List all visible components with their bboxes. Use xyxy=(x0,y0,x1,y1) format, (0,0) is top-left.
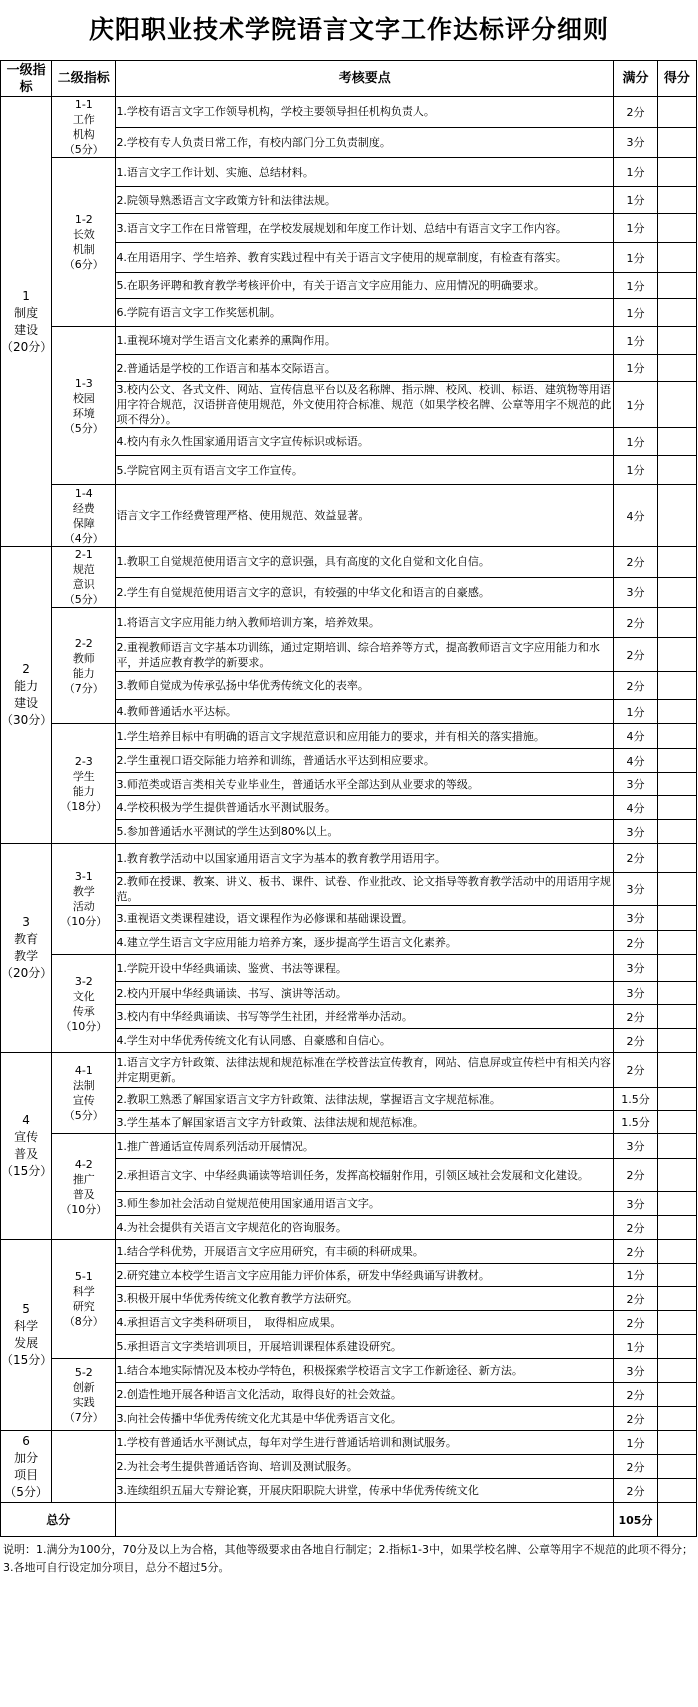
max-score: 2分 xyxy=(614,1383,658,1407)
table-row xyxy=(1,1431,697,1455)
total-score-cell xyxy=(657,1503,696,1537)
max-score: 3分 xyxy=(614,873,658,906)
requirement-text: 3.重视语文类课程建设，语文课程作为必修课和基础课设置。 xyxy=(116,906,614,931)
max-score: 4分 xyxy=(614,796,658,820)
max-score: 3分 xyxy=(614,773,658,796)
requirement-text: 2.重视教师语言文字基本功训练，通过定期培训、综合培养等方式，提高教师语言文字应用能力和水平，并适应教育教学的新要求。 xyxy=(116,638,614,672)
requirement-text: 2.为社会考生提供普通话咨询、培训及测试服务。 xyxy=(116,1455,614,1479)
score-cell xyxy=(657,955,696,982)
requirement-text: 4.学校积极为学生提供普通话水平测试服务。 xyxy=(116,796,614,820)
max-score: 1.5分 xyxy=(614,1111,658,1134)
max-score: 3分 xyxy=(614,577,658,608)
level2-indicator: 4-2 推广 普及 （10分） xyxy=(52,1134,116,1240)
level1-indicator: 3 教育 教学 （20分） xyxy=(1,844,52,1053)
score-cell xyxy=(657,299,696,327)
table-row xyxy=(1,724,697,749)
level2-indicator: 3-1 教学 活动 （10分） xyxy=(52,844,116,955)
requirement-text: 2.院领导熟悉语言文字政策方针和法律法规。 xyxy=(116,187,614,214)
requirement-text: 1.学校有普通话水平测试点，每年对学生进行普通话培训和测试服务。 xyxy=(116,1431,614,1455)
score-cell xyxy=(657,724,696,749)
score-cell xyxy=(657,1111,696,1134)
requirement-text: 2.学生重视口语交际能力培养和训练，普通话水平达到相应要求。 xyxy=(116,749,614,773)
max-score: 1分 xyxy=(614,1335,658,1359)
score-cell xyxy=(657,820,696,844)
table-row xyxy=(1,955,697,982)
header-requirements: 考核要点 xyxy=(116,61,614,97)
max-score: 1分 xyxy=(614,243,658,273)
score-cell xyxy=(657,638,696,672)
score-cell xyxy=(657,773,696,796)
requirement-text: 1.结合本地实际情况及本校办学特色，积极探索学校语言文字工作新途径、新方法。 xyxy=(116,1359,614,1383)
total-value: 105分 xyxy=(614,1503,658,1537)
requirement-text: 3.向社会传播中华优秀传统文化尤其是中华优秀语言文化。 xyxy=(116,1407,614,1431)
requirement-text: 1.推广普通话宣传周系列活动开展情况。 xyxy=(116,1134,614,1159)
score-cell xyxy=(657,428,696,456)
score-cell xyxy=(657,608,696,638)
score-cell xyxy=(657,243,696,273)
score-cell xyxy=(657,456,696,485)
requirement-text: 语言文字工作经费管理严格、使用规范、效益显著。 xyxy=(116,485,614,547)
score-cell xyxy=(657,485,696,547)
score-cell xyxy=(657,1479,696,1503)
score-cell xyxy=(657,1335,696,1359)
table-row xyxy=(1,1359,697,1383)
level2-indicator: 1-1 工作 机构 （5分） xyxy=(52,97,116,158)
score-cell xyxy=(657,1192,696,1216)
max-score: 3分 xyxy=(614,127,658,158)
requirement-text: 3.校内公文、各式文件、网站、宣传信息平台以及名称牌、指示牌、校风、校训、标语、建筑物等用语用字符合规范，汉语拼音使用规范，外文使用符合标准、规范（如果学校名牌、公章等用字不规范的此项不得分）。 xyxy=(116,382,614,428)
requirement-text: 3.师范类或语言类相关专业毕业生，普通话水平全部达到从业要求的等级。 xyxy=(116,773,614,796)
requirement-text: 4.在用语用字、学生培养、教育实践过程中有关于语言文字使用的规章制度，有检查有落实。 xyxy=(116,243,614,273)
score-cell xyxy=(657,355,696,382)
score-cell xyxy=(657,1053,696,1088)
score-cell xyxy=(657,1159,696,1192)
level2-indicator: 5-1 科学 研究 （8分） xyxy=(52,1240,116,1359)
requirement-text: 1.结合学科优势，开展语言文字应用研究，有丰硕的科研成果。 xyxy=(116,1240,614,1264)
requirement-text: 4.承担语言文字类科研项目， 取得相应成果。 xyxy=(116,1311,614,1335)
requirement-text: 4.教师普通话水平达标。 xyxy=(116,700,614,724)
max-score: 3分 xyxy=(614,906,658,931)
max-score: 2分 xyxy=(614,1216,658,1240)
requirement-text: 3.积极开展中华优秀传统文化教育教学方法研究。 xyxy=(116,1287,614,1311)
max-score: 2分 xyxy=(614,97,658,128)
score-cell xyxy=(657,1287,696,1311)
requirement-text: 5.承担语言文字类培训项目，开展培训课程体系建设研究。 xyxy=(116,1335,614,1359)
requirement-text: 4.学生对中华优秀传统文化有认同感、自豪感和自信心。 xyxy=(116,1029,614,1053)
max-score: 2分 xyxy=(614,672,658,700)
requirement-text: 1.教职工自觉规范使用语言文字的意识强，具有高度的文化自觉和文化自信。 xyxy=(116,547,614,578)
table-row xyxy=(1,327,697,355)
max-score: 1分 xyxy=(614,1264,658,1287)
score-cell xyxy=(657,700,696,724)
max-score: 3分 xyxy=(614,982,658,1005)
requirement-text: 3.教师自觉成为传承弘扬中华优秀传统文化的表率。 xyxy=(116,672,614,700)
requirement-text: 1.学院开设中华经典诵读、鉴赏、书法等课程。 xyxy=(116,955,614,982)
level2-indicator xyxy=(52,1431,116,1503)
table-row xyxy=(1,547,697,578)
page-title: 庆阳职业技术学院语言文字工作达标评分细则 xyxy=(88,15,609,44)
level2-indicator: 5-2 创新 实践 （7分） xyxy=(52,1359,116,1431)
score-cell xyxy=(657,547,696,578)
max-score: 1分 xyxy=(614,428,658,456)
max-score: 2分 xyxy=(614,1159,658,1192)
level2-indicator: 1-4 经费 保障 （4分） xyxy=(52,485,116,547)
header-level2: 二级指标 xyxy=(52,61,116,97)
requirement-text: 4.建立学生语言文字应用能力培养方案，逐步提高学生语言文化素养。 xyxy=(116,931,614,955)
max-score: 2分 xyxy=(614,1240,658,1264)
score-cell xyxy=(657,1383,696,1407)
max-score: 2分 xyxy=(614,608,658,638)
table-row xyxy=(1,97,697,128)
score-cell xyxy=(657,382,696,428)
header-level1: 一级指标 xyxy=(1,61,52,97)
max-score: 2分 xyxy=(614,547,658,578)
max-score: 1分 xyxy=(614,214,658,243)
score-cell xyxy=(657,796,696,820)
level1-indicator: 2 能力 建设 （30分） xyxy=(1,547,52,844)
requirement-text: 3.校内有中华经典诵读、书写等学生社团，并经常举办活动。 xyxy=(116,1005,614,1029)
score-cell xyxy=(657,1359,696,1383)
requirement-text: 2.创造性地开展各种语言文化活动，取得良好的社会效益。 xyxy=(116,1383,614,1407)
score-cell xyxy=(657,327,696,355)
max-score: 4分 xyxy=(614,724,658,749)
max-score: 2分 xyxy=(614,1455,658,1479)
requirement-text: 2.学生有自觉规范使用语言文字的意识，有较强的中华文化和语言的自豪感。 xyxy=(116,577,614,608)
max-score: 1分 xyxy=(614,273,658,299)
score-cell xyxy=(657,1264,696,1287)
score-cell xyxy=(657,577,696,608)
requirement-text: 2.承担语言文字、中华经典诵读等培训任务，发挥高校辐射作用，引领区域社会发展和文化建设。 xyxy=(116,1159,614,1192)
score-cell xyxy=(657,158,696,187)
total-spacer xyxy=(116,1503,614,1537)
score-cell xyxy=(657,127,696,158)
level1-indicator: 4 宣传 普及 （15分） xyxy=(1,1053,52,1240)
score-cell xyxy=(657,873,696,906)
requirement-text: 2.研究建立本校学生语言文字应用能力评价体系，研发中华经典诵写讲教材。 xyxy=(116,1264,614,1287)
max-score: 1分 xyxy=(614,456,658,485)
max-score: 2分 xyxy=(614,1407,658,1431)
max-score: 4分 xyxy=(614,749,658,773)
requirement-text: 5.学院官网主页有语言文字工作宣传。 xyxy=(116,456,614,485)
table-row xyxy=(1,158,697,187)
score-cell xyxy=(657,1005,696,1029)
requirement-text: 1.重视环境对学生语言文化素养的熏陶作用。 xyxy=(116,327,614,355)
table-header-row xyxy=(1,61,697,97)
score-cell xyxy=(657,672,696,700)
score-cell xyxy=(657,749,696,773)
level2-indicator: 1-3 校园 环境 （5分） xyxy=(52,327,116,485)
score-cell xyxy=(657,1407,696,1431)
level2-indicator: 2-3 学生 能力 （18分） xyxy=(52,724,116,844)
max-score: 2分 xyxy=(614,844,658,873)
requirement-text: 1.学生培养目标中有明确的语言文字规范意识和应用能力的要求，并有相关的落实措施。 xyxy=(116,724,614,749)
level2-indicator: 2-2 教师 能力 （7分） xyxy=(52,608,116,724)
level2-indicator: 3-2 文化 传承 （10分） xyxy=(52,955,116,1053)
table-row xyxy=(1,1240,697,1264)
requirement-text: 2.教师在授课、教案、讲义、板书、课件、试卷、作业批改、论文指导等教育教学活动中的用语用字规范。 xyxy=(116,873,614,906)
score-cell xyxy=(657,982,696,1005)
score-cell xyxy=(657,273,696,299)
requirement-text: 1.学校有语言文字工作领导机构，学校主要领导担任机构负责人。 xyxy=(116,97,614,128)
score-cell xyxy=(657,931,696,955)
max-score: 2分 xyxy=(614,1479,658,1503)
level1-indicator: 1 制度 建设 （20分） xyxy=(1,97,52,547)
requirement-text: 1.教育教学活动中以国家通用语言文字为基本的教育教学用语用字。 xyxy=(116,844,614,873)
requirement-text: 3.学生基本了解国家语言文字方针政策、法律法规和规范标准。 xyxy=(116,1111,614,1134)
requirement-text: 5.在职务评聘和教育教学考核评价中，有关于语言文字应用能力、应用情况的明确要求。 xyxy=(116,273,614,299)
max-score: 3分 xyxy=(614,955,658,982)
requirement-text: 3.语言文字工作在日常管理，在学校发展规划和年度工作计划、总结中有语言文字工作内容。 xyxy=(116,214,614,243)
max-score: 2分 xyxy=(614,931,658,955)
requirement-text: 3.师生参加社会活动自觉规范使用国家通用语言文字。 xyxy=(116,1192,614,1216)
score-cell xyxy=(657,1216,696,1240)
max-score: 4分 xyxy=(614,485,658,547)
total-label: 总分 xyxy=(1,1503,116,1537)
max-score: 2分 xyxy=(614,1053,658,1088)
max-score: 1.5分 xyxy=(614,1088,658,1111)
score-cell xyxy=(657,1311,696,1335)
max-score: 1分 xyxy=(614,700,658,724)
score-table xyxy=(0,60,697,1537)
max-score: 3分 xyxy=(614,1359,658,1383)
max-score: 3分 xyxy=(614,820,658,844)
level2-indicator: 2-1 规范 意识 （5分） xyxy=(52,547,116,608)
max-score: 2分 xyxy=(614,1311,658,1335)
requirement-text: 3.连续组织五届大专辩论赛，开展庆阳职院大讲堂，传承中华优秀传统文化 xyxy=(116,1479,614,1503)
score-cell xyxy=(657,1240,696,1264)
max-score: 1分 xyxy=(614,355,658,382)
requirement-text: 1.语言文字工作计划、实施、总结材料。 xyxy=(116,158,614,187)
level1-indicator: 6 加分 项目 （5分） xyxy=(1,1431,52,1503)
max-score: 1分 xyxy=(614,1431,658,1455)
header-max: 满分 xyxy=(614,61,658,97)
requirement-text: 4.为社会提供有关语言文字规范化的咨询服务。 xyxy=(116,1216,614,1240)
table-row xyxy=(1,608,697,638)
score-cell xyxy=(657,97,696,128)
requirement-text: 4.校内有永久性国家通用语言文字宣传标识或标语。 xyxy=(116,428,614,456)
max-score: 2分 xyxy=(614,638,658,672)
requirement-text: 2.普通话是学校的工作语言和基本交际语言。 xyxy=(116,355,614,382)
requirement-text: 2.学校有专人负责日常工作，有校内部门分工负责制度。 xyxy=(116,127,614,158)
max-score: 1分 xyxy=(614,382,658,428)
max-score: 1分 xyxy=(614,299,658,327)
score-cell xyxy=(657,1134,696,1159)
max-score: 1分 xyxy=(614,327,658,355)
max-score: 1分 xyxy=(614,187,658,214)
requirement-text: 2.校内开展中华经典诵读、书写、演讲等活动。 xyxy=(116,982,614,1005)
score-cell xyxy=(657,1455,696,1479)
requirement-text: 2.教职工熟悉了解国家语言文字方针政策、法律法规，掌握语言文字规范标准。 xyxy=(116,1088,614,1111)
score-cell xyxy=(657,844,696,873)
score-cell xyxy=(657,1431,696,1455)
score-cell xyxy=(657,1088,696,1111)
requirement-text: 6.学院有语言文字工作奖惩机制。 xyxy=(116,299,614,327)
table-row xyxy=(1,844,697,873)
level2-indicator: 4-1 法制 宣传 （5分） xyxy=(52,1053,116,1134)
requirement-text: 1.语言文字方针政策、法律法规和规范标准在学校普法宣传教育，网站、信息屏或宣传栏中有相关内容并定期更新。 xyxy=(116,1053,614,1088)
score-cell xyxy=(657,187,696,214)
max-score: 3分 xyxy=(614,1192,658,1216)
score-cell xyxy=(657,214,696,243)
score-cell xyxy=(657,906,696,931)
footnote: 说明：1.满分为100分，70分及以上为合格，其他等级要求由各地自行制定；2.指标1-3中，如果学校名牌、公章等用字不规范的此项不得分；3.各地可自行设定加分项目，总分不超过5分。 xyxy=(3,1543,693,1574)
table-row xyxy=(1,1053,697,1088)
max-score: 2分 xyxy=(614,1287,658,1311)
table-row xyxy=(1,1134,697,1159)
table-row xyxy=(1,485,697,547)
level2-indicator: 1-2 长效 机制 （6分） xyxy=(52,158,116,327)
requirement-text: 1.将语言文字应用能力纳入教师培训方案，培养效果。 xyxy=(116,608,614,638)
level1-indicator: 5 科学 发展 （15分） xyxy=(1,1240,52,1431)
max-score: 2分 xyxy=(614,1005,658,1029)
total-row xyxy=(1,1503,697,1537)
max-score: 1分 xyxy=(614,158,658,187)
requirement-text: 5.参加普通话水平测试的学生达到80%以上。 xyxy=(116,820,614,844)
score-cell xyxy=(657,1029,696,1053)
max-score: 3分 xyxy=(614,1134,658,1159)
max-score: 2分 xyxy=(614,1029,658,1053)
header-score: 得分 xyxy=(657,61,696,97)
